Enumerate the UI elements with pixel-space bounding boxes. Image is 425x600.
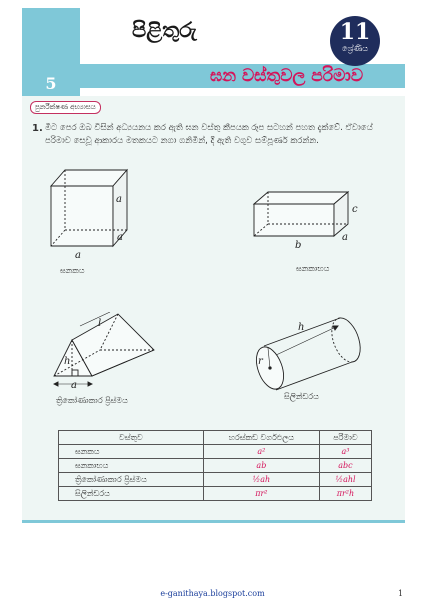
row-name: සිලින්ඩරය	[59, 487, 204, 501]
row-area: ab	[203, 459, 319, 473]
row-volume: abc	[319, 459, 371, 473]
row-volume: a³	[319, 445, 371, 459]
row-area: ½ah	[203, 473, 319, 487]
row-name: ඝනකය	[59, 445, 204, 459]
cuboid-figure	[248, 190, 368, 250]
volume-table	[58, 430, 372, 501]
grade-badge	[330, 16, 380, 66]
cuboid-label-side: c	[352, 204, 358, 215]
chapter-strip	[22, 8, 80, 96]
question-number: 1.	[32, 123, 43, 134]
table-row	[59, 473, 372, 487]
header-area: හරස්කඩ වර්ගඵලය	[203, 431, 319, 445]
footer-site-link[interactable]: e-ganithaya.blogspot.com	[160, 589, 265, 598]
cuboid-label-depth: a	[342, 232, 348, 243]
row-name: ත්‍රිකෝණාකාර ප්‍රිස්මය	[59, 473, 204, 487]
question	[32, 122, 387, 148]
cuboid-label-bottom: b	[295, 240, 302, 250]
cube-label-side: a	[117, 232, 123, 243]
grade-number: 11	[339, 19, 371, 45]
row-volume: ½ahl	[319, 473, 371, 487]
cuboid-caption: ඝනකාභය	[296, 264, 330, 273]
prism-caption: ත්‍රිකෝණාකාර ප්‍රිස්මය	[56, 396, 128, 405]
header-volume: පරිමාව	[319, 431, 371, 445]
prism-label-length: l	[98, 318, 102, 329]
table-row	[59, 459, 372, 473]
chapter-title: ඝන වස්තුවල පරිමාව	[210, 66, 364, 86]
cube-label-bottom: a	[75, 250, 81, 260]
table-header-row	[59, 431, 372, 445]
row-name: ඝනකාභය	[59, 459, 204, 473]
prism-label-base: a	[71, 380, 77, 390]
prism-figure	[48, 312, 163, 390]
chapter-number: 5	[45, 74, 57, 93]
question-text: මීට පෙර ඔබ විසින් අධ්‍යයනය කර ඇති ඝන වස්තු කීපයක රූප සටහන් පහත දැක්වේ. ඒවායේ පරිමාව සෙවූ ආකාරය මතකයට නගා ගනිමින්, දී ඇති වගුව සම්පූර්ණ කරන්න.	[45, 123, 373, 146]
table-row	[59, 487, 372, 501]
cylinder-figure	[246, 312, 366, 394]
header-object: වස්තුව	[59, 431, 204, 445]
prism-label-height: h	[64, 356, 71, 367]
row-volume: πr²h	[319, 487, 371, 501]
cylinder-label-radius: r	[258, 356, 263, 367]
cylinder-label-length: h	[298, 322, 305, 333]
cube-figure	[45, 168, 135, 260]
section-tag: පුනරීක්ෂණ අභ්‍යාසය	[30, 101, 101, 114]
row-area: a²	[203, 445, 319, 459]
row-area: πr²	[203, 487, 319, 501]
grade-label: ශ්‍රේණිය	[342, 44, 368, 53]
cube-label-top: a	[116, 194, 122, 205]
cube-caption: ඝනකය	[60, 266, 85, 275]
answers-title: පිළිතුරු	[132, 18, 197, 42]
cylinder-caption: සිලින්ඩරය	[284, 392, 319, 401]
page-number: 1	[398, 589, 404, 598]
table-row	[59, 445, 372, 459]
